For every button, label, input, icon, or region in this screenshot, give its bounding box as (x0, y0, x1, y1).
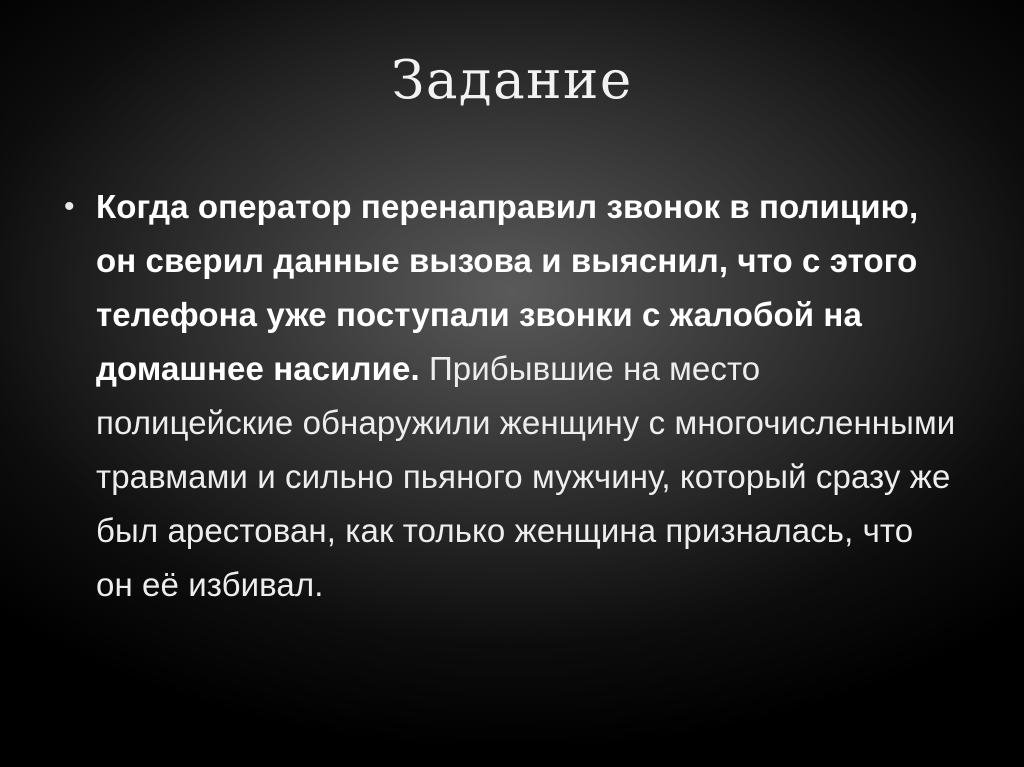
bullet-paragraph-bold: Когда оператор перенаправил звонок в полицию, он сверил данные вызова и выяснил, что с этого телефона уже поступали звонки с жалобой на домашнее насилие. (96, 188, 919, 387)
list-item (58, 180, 958, 612)
slide-body (58, 180, 958, 612)
page-title: Задание (391, 50, 633, 111)
bullet-paragraph-normal: Прибывшие на место полицейские обнаружили женщину с многочисленными травмами и сильно пьяного мужчину, который сразу же был арестован, как только женщина призналась, что он её избивал. (96, 350, 956, 603)
bullet-paragraph (96, 180, 958, 612)
bullet-marker-icon: • (64, 190, 75, 223)
